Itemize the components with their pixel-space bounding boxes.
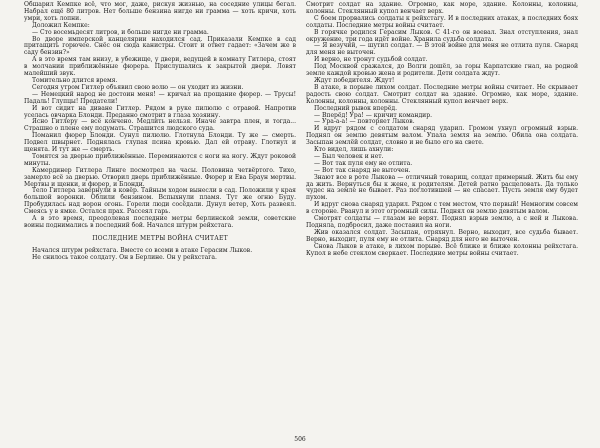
paragraph: С боем прорвались солдаты к рейхстагу. И в последних атаках, в последних боях солдаты. Последние метры войны считает. bbox=[306, 14, 578, 29]
paragraph: — Вперёд! Ура! — кричит командир. bbox=[314, 111, 432, 119]
paragraph: Снова Лыков в атаке, в лихом порыве. Всё ближе и ближе колонны рейхстага. Купол в небе стеклом сверкает. Последние метры войны считает. bbox=[306, 242, 578, 257]
paragraph: А в это время, преодолевая последние метры берлинской земли, советские воины поднимались в последний бой. Начался штурм рейхстага. bbox=[24, 215, 296, 229]
paragraph: — Был человек и нет. bbox=[314, 152, 384, 160]
paragraph: В горячке родился Герасим Лыков. С 41-го он воевал. Знал отступления, знал окружение, три года идёт войне. Хранила судьба солдата. bbox=[306, 28, 578, 43]
paragraph: Во дворе имперской канцелярии находился сад. Приказали Кемпке в сад притащить горючее. Снёс он сюда канистры. Стоит и ответ гадает: «Зачем же в саду бензин?» bbox=[24, 35, 296, 57]
paragraph: — Я везучий, — шутил солдат. — В этой войне для меня не отлита пуля. Снаряд для меня не выточен. bbox=[306, 42, 578, 57]
paragraph: Последний рывок вперёд. bbox=[314, 104, 397, 112]
paragraph: — Сто восемьдесят литров, и больше нигде ни грамма. bbox=[32, 28, 209, 36]
paragraph: Знают все в роте Лыкова — отличный товарищ, солдат примерный. Жить бы ему да жить. Вернуться бы к жене, к родителям. Детей ратно расцеловать. Да только чудес на земле не бывает. Раз поглотившей — не спасает. Пусть земля ему будет пухом. bbox=[306, 173, 578, 202]
paragraph: Начался штурм рейхстага. Вместе со всеми в атаке Герасим Лыков. bbox=[32, 246, 253, 254]
paragraph: — Ура-а-а! — повторяет Лыков. bbox=[314, 118, 415, 126]
paragraph: И вот сидит на диване Гитлер. Рядом в руке пилюлю с отравой. Напротив уселась овчарка Блонди. Преданно смотрит в глаза хозяину. bbox=[24, 104, 296, 119]
paragraph: Смотрит солдат на здание. Огромно, как море, здание. Колонны, колонны, колонны. Стеклянный купол венчает верх. bbox=[306, 1, 578, 15]
paragraph: Под Москвой сражался, до Волги дошёл, за горы Карпатские гнал, на родной земле каждой кровью жена и родители. Дети солдата ждут. bbox=[306, 63, 578, 78]
paragraph: И вдруг снова снаряд ударил. Рядом с тем местом, что первый! Немногим совсем в стороне. Рванул и этот огромный силы. Поднял он землю девятым валом. bbox=[306, 201, 578, 216]
paragraph: Жив оказался солдат. Засыпан, отряхнул. Верно, выходит, все судьба бывает. Верно, выходит, пуля ему не отлита. Снаряд для него не выточен. bbox=[306, 228, 578, 243]
paragraph: Тело Гитлера завернули в ковёр. Тайным ходом вынесли в сад. Положили у края большой воронки. Облили бензином. Вспыхнули пламя. Тут же огню Буду. Пробудилась над ворон огонь. Горели люди сосёдали. Дунул ветер, Хоть развеял. Смеясь у в ямке. Остался прах. Рассеял гарь. bbox=[24, 187, 296, 216]
paragraph: Сегодня утром Гитлер объявил свою волю — он уходит из жизни. bbox=[32, 83, 244, 91]
paragraph: И вдруг рядом с солдатом снаряд ударил. Громом ухнул огромный взрыв. Поднял он землю девятым валом. Упала земля на землю. Обила она солдата. Засыпан землёй солдат, словно и не было его на свете. bbox=[306, 125, 578, 147]
paragraph: Кто видел, лишь ахнули: bbox=[314, 146, 394, 154]
paragraph: — Вот так пуля ему не отлита. bbox=[314, 159, 413, 167]
page-number: 506 bbox=[294, 436, 306, 443]
paragraph: Ждут победителя. Ждут! bbox=[314, 76, 395, 84]
paragraph: Поманил фюрер Блонди. Сунул пилюлю. Глотнула Блонди. Ту же — смерть. Подвел швырнет. Поднялась глупая псина кровью. Дал ей отраву. Глотнул и щенята. И тут же — смерть. bbox=[24, 132, 296, 154]
paragraph: Камердинер Гитлера Линге посмотрел на часы. Половина четвёртого. Тихо, замерло всё за дверью. Отворил дверь приближённые. Фюрер и Ева Браун мертвы. Мертвы и щенки, и фюрер, и Блонди. bbox=[24, 166, 296, 188]
right-column bbox=[306, 2, 578, 258]
paragraph: Томительно длится время. bbox=[32, 76, 118, 84]
paragraph: Не снилось такое солдату. Он в Берлине. Он у рейхстага. bbox=[32, 253, 217, 261]
paragraph: — Вот так снаряд не выточен. bbox=[314, 166, 411, 174]
left-column bbox=[24, 2, 296, 262]
paragraph: А в это время там внизу, в убежище, у двери, ведущей в комнату Гитлера, стоят в молчании приближённые фюрера. Прислушались к закрытой двери. Ловят малейший звук. bbox=[24, 56, 296, 78]
paragraph: В атаке, в порыве лихом солдат. Последние метры войны считает. Не скрывает радость свою солдат. Смотрит солдат на здание. Огромно, как море, здание. Колонны, колонны, колонны. Стеклянный купол венчает верх. bbox=[306, 83, 578, 105]
paragraph: Ясно Гитлеру — всё кончено. Медлить нельзя. Иначе завтра плен, и тогда... Страшно о плене ему подумать. Страшится людского суда. bbox=[24, 118, 296, 133]
paragraph: Смотрят солдаты — глазам не верят. Поднял взрыв землю, а с ней и Лыкова. Подняла, подбросил, даже поставил на ноги. bbox=[306, 215, 578, 229]
section-heading: ПОСЛЕДНИЕ МЕТРЫ ВОЙНА СЧИТАЕТ bbox=[92, 234, 228, 242]
paragraph: — Немецкий народ не достоин меня! — кричал на прощание фюрер. — Трусы! Падаль! Глупцы! Предатели! bbox=[24, 90, 296, 105]
paragraph: Обшарил Кемпке всё, что мог, даже, рискуя жизнью, на соседние улицы бегал. Набрал ещё 80 литров. Нет больше бензина нигде ни грамма — хоть кричи, хоть умри, хоть лопни. bbox=[24, 1, 296, 22]
paragraph: Доложил Кемпке: bbox=[32, 21, 90, 29]
paragraph: Томятся за дверью приближённые. Переминаются с ноги на ногу. Ждут роковой минуты. bbox=[24, 152, 296, 167]
paragraph: И верно, не тронут судьбой солдат. bbox=[314, 56, 428, 64]
